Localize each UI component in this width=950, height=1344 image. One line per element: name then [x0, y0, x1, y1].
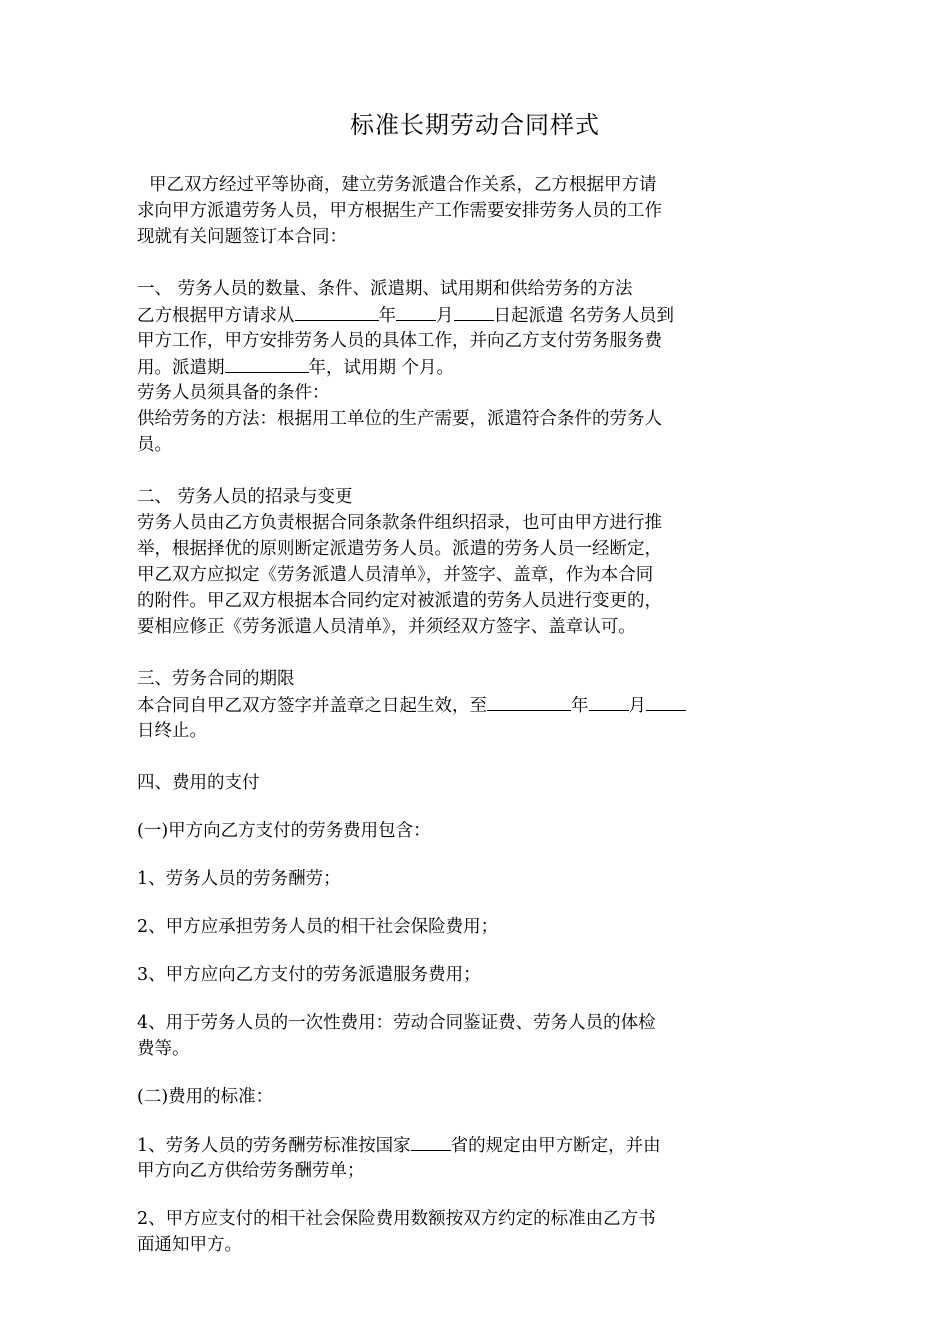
list-item: 1、劳务人员的劳务酬劳；: [137, 869, 341, 889]
blank-field: [487, 692, 571, 711]
section-4-heading: 四、费用的支付: [137, 773, 260, 793]
section-2-line: 甲乙双方应拟定《劳务派遣人员清单》，并签字、盖章，作为本合同: [137, 565, 654, 585]
blank-field: [225, 354, 309, 373]
section-2-line: 举，根据择优的原则断定派遣劳务人员。派遣的劳务人员一经断定，: [137, 539, 662, 559]
document-body: [137, 172, 817, 1258]
blank-field: [589, 692, 629, 711]
blank-field: [295, 302, 379, 321]
document-title: 标准长期劳动合同样式: [350, 111, 600, 139]
list-item: 1、劳务人员的劳务酬劳标准按国家 省的规定由甲方断定，并由: [137, 1132, 817, 1158]
section-1-line: 供给劳务的方法：根据用工单位的生产需要，派遣符合条件的劳务人: [137, 409, 662, 429]
intro-line: 甲乙双方经过平等协商，建立劳务派遣合作关系，乙方根据甲方请: [149, 175, 657, 195]
section-1-line: 用。派遣期 年，试用期 个月。: [137, 354, 817, 380]
list-item: 2、甲方应承担劳务人员的相干社会保险费用；: [137, 917, 499, 937]
list-item: 2、甲方应支付的相干社会保险费用数额按双方约定的标准由乙方书: [137, 1209, 656, 1229]
section-1-heading: 一、 劳务人员的数量、条件、派遣期、试用期和供给劳务的方法: [137, 279, 633, 299]
section-1-line: 劳务人员须具备的条件：: [137, 383, 330, 403]
section-2-heading: 二、 劳务人员的招录与变更: [137, 487, 353, 507]
section-3-line: 本合同自甲乙双方签字并盖章之日起生效，至 年 月: [137, 692, 817, 718]
list-item: 费等。: [137, 1039, 190, 1059]
blank-field: [396, 302, 436, 321]
list-item: 4、用于劳务人员的一次性费用：劳动合同鉴证费、劳务人员的体检: [137, 1013, 656, 1033]
section-3-line: 日终止。: [137, 721, 207, 741]
list-item: 面通知甲方。: [137, 1235, 242, 1255]
section-1-line: 员。: [137, 435, 172, 455]
section-1-line: 甲方工作，甲方安排劳务人员的具体工作，并向乙方支付劳务服务费: [137, 331, 662, 351]
intro-line: 求向甲方派遣劳务人员，甲方根据生产工作需要安排劳务人员的工作: [137, 201, 662, 221]
list-item: 甲方向乙方供给劳务酬劳单；: [137, 1161, 365, 1181]
blank-field: [454, 302, 494, 321]
section-2-line: 的附件。甲乙双方根据本合同约定对被派遣的劳务人员进行变更的，: [137, 591, 662, 611]
section-4-subheading: (一)甲方向乙方支付的劳务费用包含：: [137, 821, 431, 841]
blank-field: [411, 1132, 451, 1151]
section-4-subheading: (二)费用的标准：: [137, 1087, 274, 1107]
list-item: 3、甲方应向乙方支付的劳务派遣服务费用；: [137, 965, 481, 985]
section-2-line: 要相应修正《劳务派遣人员清单》，并须经双方签字、盖章认可。: [137, 617, 636, 637]
intro-line: 现就有关问题签订本合同：: [137, 227, 347, 247]
section-1-line: 乙方根据甲方请求从 年 月 日起派遣 名劳务人员到: [137, 302, 817, 328]
section-3-heading: 三、劳务合同的期限: [137, 669, 295, 689]
blank-field: [646, 692, 686, 711]
section-2-line: 劳务人员由乙方负责根据合同条款条件组织招录，也可由甲方进行推: [137, 513, 662, 533]
